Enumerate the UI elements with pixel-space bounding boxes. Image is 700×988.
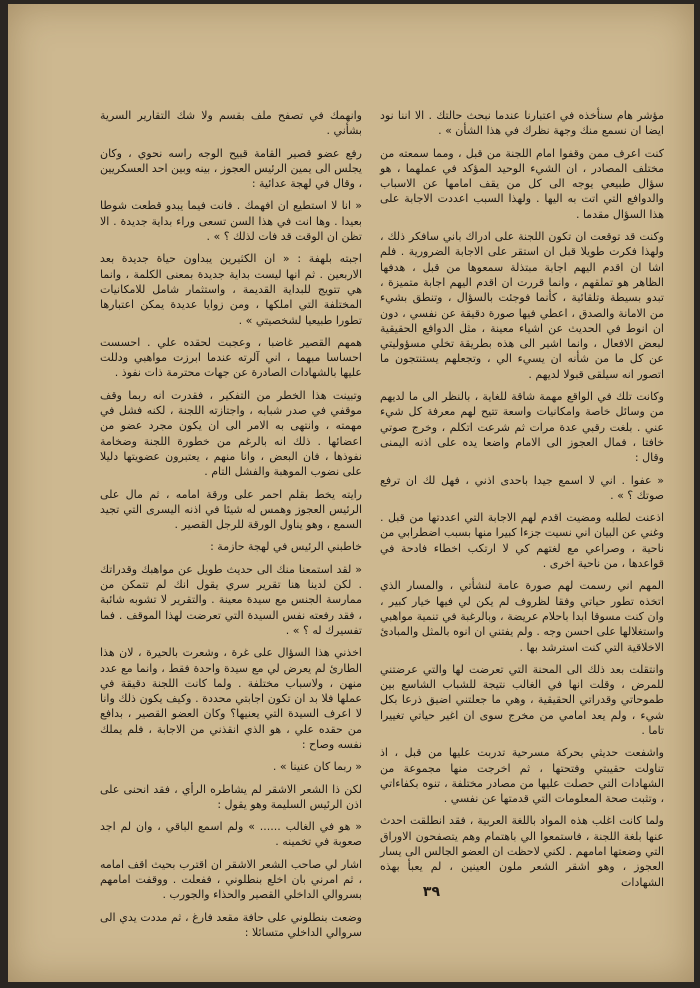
paragraph: اذعنت لطلبه ومضيت اقدم لهم الاجابة التي اعددتها من قبل . وغني عن البيان اني نسيت جزءا كبيرا منها بسبب اضطرابي من ناحية ، وصراعي مع لغتهم كي لا ارتكب اخطاء فادحة في قواعدها ، من ناحية اخرى . (380, 511, 664, 571)
paragraph: « ربما كان عنينا » . (272, 760, 362, 774)
paragraph: وانتقلت بعد ذلك الى المحنة التي تعرضت لها والتي عرضتني للمرض ، وقلت انها في الغالب نتيجة للشباب الشاسع بين طموحاتي وقدراتي الحقيقية ، وهي ما جعلتني اضيق ذرعا بكل شيء ، ولم يعد امامي من مخرج سوى ان اغير حياتي تغييرا تاما . (380, 662, 664, 737)
paragraph: لكن ذا الشعر الاشقر لم يشاطره الرأي ، فقد انحنى على اذن الرئيس السليمة وهو يقول : (100, 782, 362, 811)
page-number: ٣٩ (422, 884, 440, 900)
paragraph: « هو في الغالب ...... » ولم اسمع الباقي ، وان لم اجد صعوبة في تخمينه . (100, 820, 362, 849)
paragraph: وكانت تلك في الواقع مهمة شاقة للغاية ، بالنظر الى ما لديهم من وسائل خاصة وامكانيات واسعة تتيح لهم معرفة كل شيء عني . بلغت رقبي عدة مرات ثم شرعت اتكلم ، وخرج صوتي خافتا ، فمال العجوز الى الامام واضعا يده على اذنه اليمنى وقال : (380, 390, 664, 465)
left-column (100, 108, 362, 947)
paragraph: وانهمك في تصفح ملف بقسم ولا شك التقارير السرية بشأني . (100, 109, 362, 138)
paragraph: اجبته بلهفة : « ان الكثيرين يبداون حياة جديدة بعد الاربعين . ثم انها ليست بداية جديدة بمعنى الكلمة ، وانما هي تتويج للبداية القديمة ، واستثمار شامل للامكانيات المختلفة التي املكها ، ومن زوايا عديدة يمكن اعتبارها تطورا طبيعيا لشخصيتي » . (100, 252, 362, 327)
paragraph: كنت اعرف ممن وقفوا امام اللجنة من قبل ، ومما سمعته من مختلف المصادر ، ان الشيء الوحيد المؤكد في عملهما ، هو سؤال طبيعي يوجه الى كل من يقف امامها عن الاسباب والدوافع التي اتت به اليها . ولهذا السبب اعددت الاجابة على هذا السؤال مقدما . (380, 146, 664, 221)
paragraph: خاطبني الرئيس في لهجة حازمة : (210, 540, 362, 554)
paragraph: المهم اني رسمت لهم صورة عامة لنشأتي ، والمسار الذي اتخذه تطور حياتي وفقا لظروف لم يكن لي فيها خيار كبير ، وان كنت مسوقا ابدا باحلام عريضة ، وبالرغبة في تنمية مواهبي واستغلالها على احسن وجه . ولم يفتني ان انوه بالمثل والمبادئ الاخلاقية التي كنت استرشد بها . (380, 579, 664, 654)
paragraph: اشار لي صاحب الشعر الاشقر ان اقترب بحيث اقف امامه ، ثم امرني بان اخلع بنطلوني ، ففعلت . ووقفت امامهم بسروالي الداخلي القصير والحذاء والجورب . (100, 857, 362, 902)
paragraph: وتبينت هذا الخطر من التفكير ، فقدرت انه ربما وقف موقفي في صدر شبابه ، واجتازته اللجنة ، لكنه فشل في مهمته ، وانتهى به الامر الى ان يكون مجرد عضو من اعضائها . ذلك انه بالرغم من خطورة اللجنة وضخامة نفوذها ، فان البعض ، وانا منهم ، يعتبرون عضويتها دليلا على نضوب الموهبة والفشل التام . (100, 388, 362, 479)
right-column (380, 108, 664, 897)
paragraph: اخذني هذا السؤال على غرة ، وشعرت بالحيرة ، لان هذا الطارئ لم يعرض لي مع سيدة واحدة فقط ، وانما مع عدد منهن ، ولاسباب مختلفة . ولما كانت اللجنة دقيقة في عملها فلا بد ان تكون اجابتي محددة . وكيف يكون ذلك وانا لا اعرف السيدة التي يعنيها؟ وكان العضو القصير ، بدافع من حقده علي ، هو الذي انقذني من الاجابة ، فلم يملك نفسه وصاح : (100, 646, 362, 751)
paragraph: وضعت بنطلوني على حافة مقعد فارغ ، ثم مددت يدي الى سروالي الداخلي متسائلا : (100, 910, 362, 939)
paragraph: همهم القصير غاضبا ، وعجبت لحقده علي . احسست احساسا مبهما ، اني آلرته عندما ابرزت مواهبي ودللت عليها بالشهادات الصادرة عن جهات محترمة ذات نفوذ . (100, 335, 362, 380)
paragraph: مؤشر هام سنأخذه في اعتبارنا عندما نبحث حالتك . الا اننا نود ايضا ان نسمع منك وجهة نظرك في هذا الشأن » . (380, 109, 664, 138)
paragraph: وكنت قد توقعت ان تكون اللجنة على ادراك باني سافكر ذلك ، ولهذا فكرت طويلا قبل ان استقر على الاجابة الضرورية . فلم اشا ان اقدم اليهم اجابة مبتذلة سمعوها من قبل ، هدفها الظاهر هو تملقهم ، وانما قررت ان اقدم اليهم اجابة متميزة ، تبدو بسيطة وتلقائية ، كأنما فوجئت بالسؤال ، وتنطق بشيء من الامانة والصدق ، اعطي فيها صورة دقيقة عن نفسي ، دون ان انوط في الحديث عن اشياء معينة ، مثل الدوافع الحقيقية لبعض الافعال ، وانما اشير الى هذه بطريقة تخلي مسؤوليتي عن كل ما من شأنه ان يسيء الي ، وتجعلهم يستنتجون ما اتصور انه سيلقى قبولا لديهم . (380, 230, 664, 381)
paragraph: واشفعت حديثي بحركة مسرحية تدربت عليها من قبل ، اذ تناولت حقيبتي وفتحتها ، ثم اخرجت منها مجموعة من الشهادات التي حصلت عليها من مصادر مختلفة ، تنوه بكفاءاتي ، وتثبت صحة المعلومات التي قدمتها عن نفسي . (380, 746, 664, 806)
paragraph: « لقد استمعنا منك الى حديث طويل عن مواهبك وقدراتك . لكن لدينا هنا تقرير سري يقول انك لم تتمكن من ممارسة الجنس مع سيدة معينة . والتقرير لا تشوبه شائبة ، فقد رفعته نفس السيدة التي تعرضت لهذا الموقف . فما تفسيرك له ؟ » . (100, 562, 362, 637)
magazine-page (8, 4, 694, 982)
paragraph: ولما كانت اغلب هذه المواد باللغة العربية ، فقد انطلقت احدث عنها بلغة اللجنة ، فاستمعوا الي باهتمام وهم يتصفحون الاوراق التي وضعتها امامهم . لكني لاحظت ان العضو الجالس الى يسار العجوز ، وهو اشقر الشعر ملون العينين ، لم يعبأ بهذه الشهادات (380, 814, 664, 889)
paragraph: رفع عضو قصير القامة قبيح الوجه راسه نحوي ، وكان يجلس الى يمين الرئيس العجوز ، بينه وبين احد العسكريين ، وقال في لهجة عدائية : (100, 146, 362, 191)
paragraph: رايته يخط بقلم احمر على ورقة امامه ، ثم مال على الرئيس العجوز وهمس له شيئا في اذنه اليسرى التي تجيد السمع ، وهو يناول الورقة للرجل القصير . (100, 487, 362, 532)
paragraph: « عفوا . اني لا اسمع جيدا باحدى اذني ، فهل لك ان ترفع صوتك ؟ » . (380, 473, 664, 502)
paragraph: « انا لا استطيع ان افهمك . فانت فيما يبدو قطعت شوطا بعيدا . وها انت في هذا السن تسعى وراء بداية جديدة . الا تظن ان الوقت قد فات لذلك ؟ » . (100, 199, 362, 244)
